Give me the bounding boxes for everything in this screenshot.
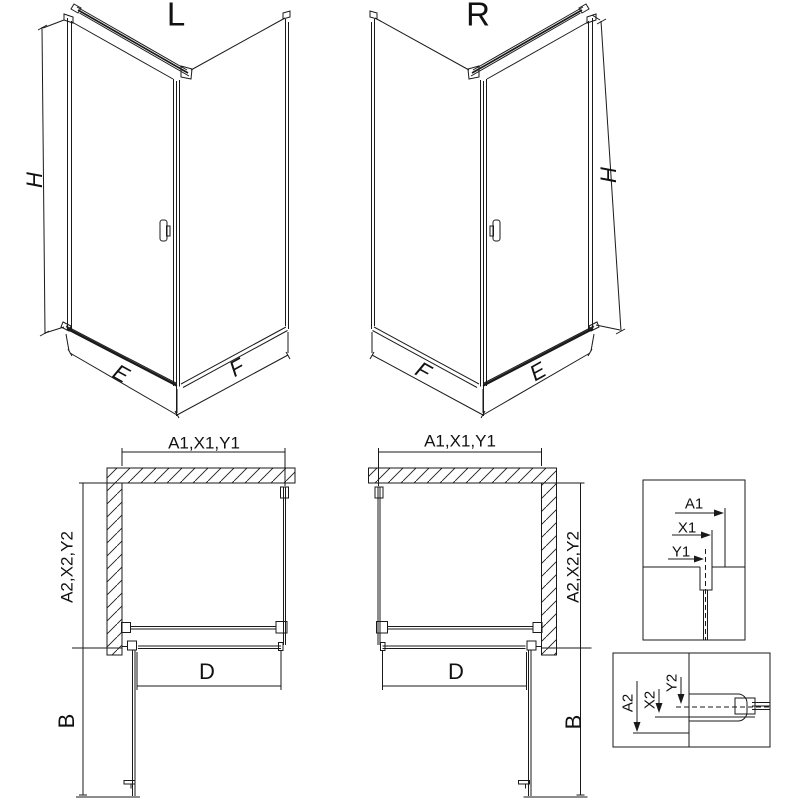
plan-left-entry-dim-label: D xyxy=(199,659,215,684)
plan-door-handles xyxy=(124,781,530,789)
iso-left-f-dim-label: F xyxy=(224,353,249,382)
iso-right-h-dim-label: H xyxy=(596,167,621,183)
iso-left-variant-label: L xyxy=(166,0,186,33)
plan-left-lines xyxy=(72,448,289,797)
detail-y2-label: Y2 xyxy=(663,673,681,693)
iso-right-e-dim-label: E xyxy=(525,357,551,387)
iso-left-e-dim-label: E xyxy=(108,359,134,389)
plan-right-depth-dim-label: A2,X2,Y2 xyxy=(563,531,583,603)
plan-right-entry-dim-label: D xyxy=(448,659,464,684)
detail-a1-label: A1 xyxy=(684,495,704,513)
iso-right-variant-label: R xyxy=(466,0,490,33)
plan-left-width-dim-label: A1,X1,Y1 xyxy=(168,433,240,453)
detail-x1-label: X1 xyxy=(677,519,697,537)
iso-left-enclosure xyxy=(61,4,290,418)
plan-left-swing-dim-label: B xyxy=(54,713,79,729)
plan-right-swing-dim-label: B xyxy=(561,714,586,730)
iso-left-h-dim-label: H xyxy=(22,172,47,188)
iso-right-f-dim-label: F xyxy=(411,356,436,385)
detail-y1-label: Y1 xyxy=(671,543,691,561)
plan-right-lines xyxy=(375,448,592,797)
detail-x2-label: X2 xyxy=(641,690,659,710)
detail-box-vertical xyxy=(613,653,770,747)
detail-a2-label: A2 xyxy=(619,693,637,713)
plan-right-width-dim-label: A1,X1,Y1 xyxy=(424,431,496,451)
plan-left-depth-dim-label: A2,X2,Y2 xyxy=(57,531,77,603)
iso-right-enclosure xyxy=(370,4,599,418)
